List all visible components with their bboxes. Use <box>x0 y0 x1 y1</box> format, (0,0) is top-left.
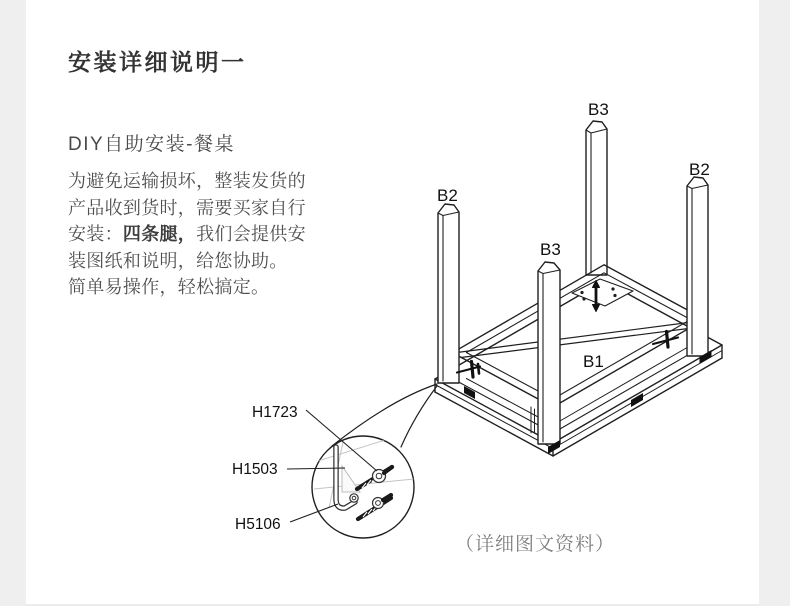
frame-label: B1 <box>583 352 604 371</box>
table-leg-right <box>687 177 708 356</box>
subtitle: DIY自助安装-餐桌 <box>68 134 236 155</box>
intro-line: 简单易操作，轻松搞定。 <box>68 277 270 297</box>
callout-lines <box>332 384 437 447</box>
hardware-label-bolt-mid: H1503 <box>232 461 278 478</box>
detail-caption: （详细图文资料） <box>455 534 616 555</box>
page-title: 安装详细说明一 <box>68 49 247 75</box>
table-leg-back <box>586 121 607 275</box>
leg-label-right: B2 <box>689 160 710 179</box>
hardware-label-allen-key: H5106 <box>235 516 281 533</box>
leg-label-left: B2 <box>437 186 458 205</box>
leg-label-front: B3 <box>540 240 561 259</box>
magnifier-detail <box>312 436 424 538</box>
intro-line: 为避免运输损坏，整装发货的 <box>68 171 306 191</box>
table-leg-left <box>438 204 459 383</box>
intro-line: 装图纸和说明，给您协助。 <box>68 250 288 271</box>
intro-line: 产品收到货时，需要买家自行 <box>68 197 306 218</box>
intro-line-pre: 安装： <box>68 224 123 244</box>
intro-line-bold: 四条腿， <box>122 224 197 244</box>
intro-line-post: 我们会提供安 <box>196 224 306 244</box>
leg-label-back: B3 <box>588 100 609 119</box>
table-line-art <box>332 121 722 456</box>
hardware-label-bolt-top: H1723 <box>252 404 298 421</box>
table-leg-front <box>538 262 560 444</box>
